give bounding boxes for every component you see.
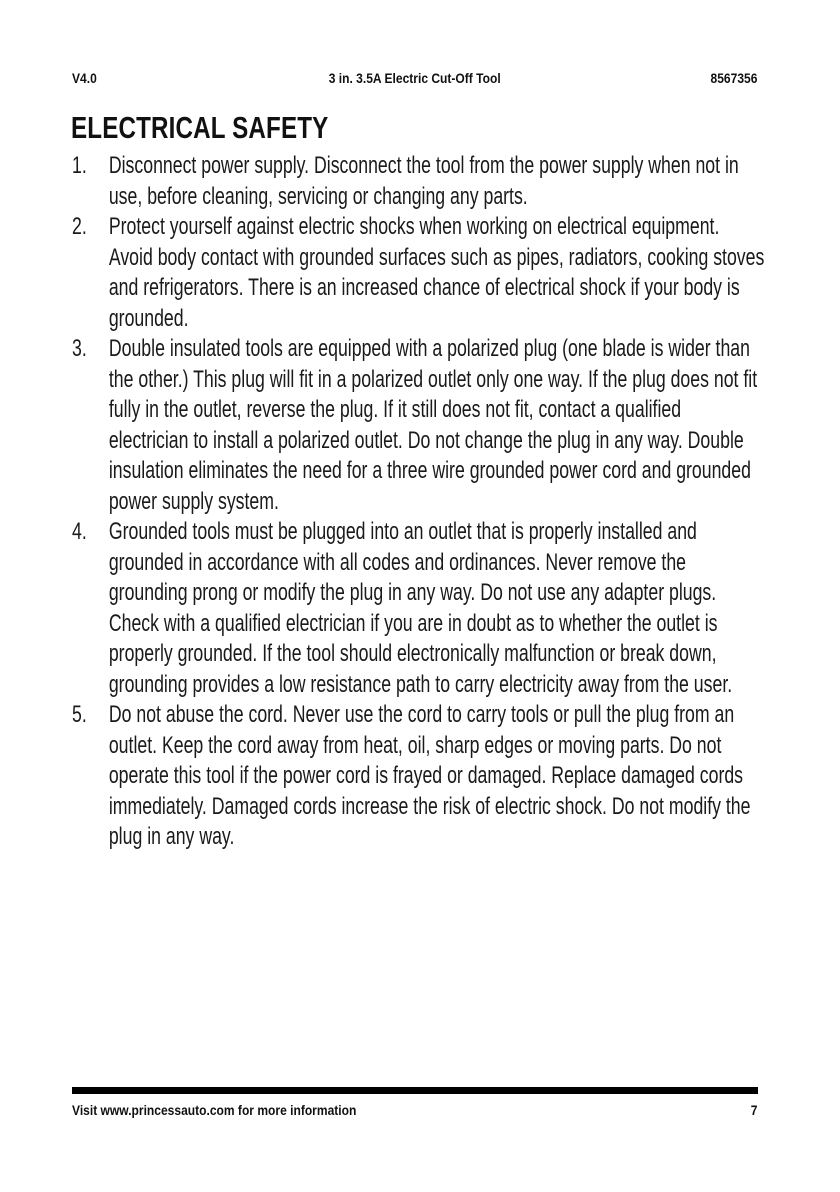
list-item	[72, 212, 765, 334]
part-number: 8567356	[710, 70, 758, 86]
page-header	[72, 70, 757, 90]
list-item	[72, 700, 765, 853]
list-item	[72, 151, 765, 212]
item-number: 3.	[72, 335, 87, 362]
item-text: Disconnect power supply. Disconnect the tool from the power supply when not in use, before cleaning, servicing or changing any parts.	[108, 152, 739, 210]
item-number: 2.	[72, 213, 87, 240]
list-item	[72, 517, 765, 700]
item-number: 1.	[72, 152, 87, 179]
footer-rule	[72, 1087, 758, 1094]
item-text: Do not abuse the cord. Never use the cord to carry tools or pull the plug from an outlet. Keep the cord away from heat, oil, sharp edges or moving parts. Do not operate this tool if the power cord is frayed or damaged. Replace damaged cords immediately. Damaged cords increase the risk of electric shock. Do not modify the plug in any way.	[108, 701, 751, 850]
item-text: Double insulated tools are equipped with a polarized plug (one blade is wider than the other.) This plug will fit in a polarized outlet only one way. If the plug does not fit fully in the outlet, reverse the plug. If it still does not fit, contact a qualified electrician to install a polarized outlet. Do not change the plug in any way. Double insulation eliminates the need for a three wire grounded power cord and grounded power supply system.	[108, 335, 758, 515]
footer-visit-text: Visit www.princessauto.com for more information	[72, 1102, 357, 1118]
page-number: 7	[750, 1102, 758, 1118]
page-footer	[72, 1102, 757, 1122]
item-text: Grounded tools must be plugged into an outlet that is properly installed and grounded in accordance with all codes and ordinances. Never remove the grounding prong or modify the plug in any way. Do not use any adapter plugs. Check with a qualified electrician if you are in doubt as to whether the outlet is properly grounded. If the tool should electronically malfunction or break down, grounding provides a low resistance path to carry electricity away from the user.	[108, 518, 733, 698]
version-label: V4.0	[72, 70, 97, 86]
list-item	[72, 334, 765, 517]
safety-list	[72, 151, 765, 853]
item-number: 5.	[72, 701, 87, 728]
section-title: ELECTRICAL SAFETY	[71, 110, 329, 145]
item-text: Protect yourself against electric shocks when working on electrical equipment. Avoid body contact with grounded surfaces such as pipes, radiators, cooking stoves and refrigerators. There is an increased chance of electrical shock if your body is grounded.	[108, 213, 765, 332]
product-title: 3 in. 3.5A Electric Cut-Off Tool	[328, 70, 501, 86]
item-number: 4.	[72, 518, 87, 545]
